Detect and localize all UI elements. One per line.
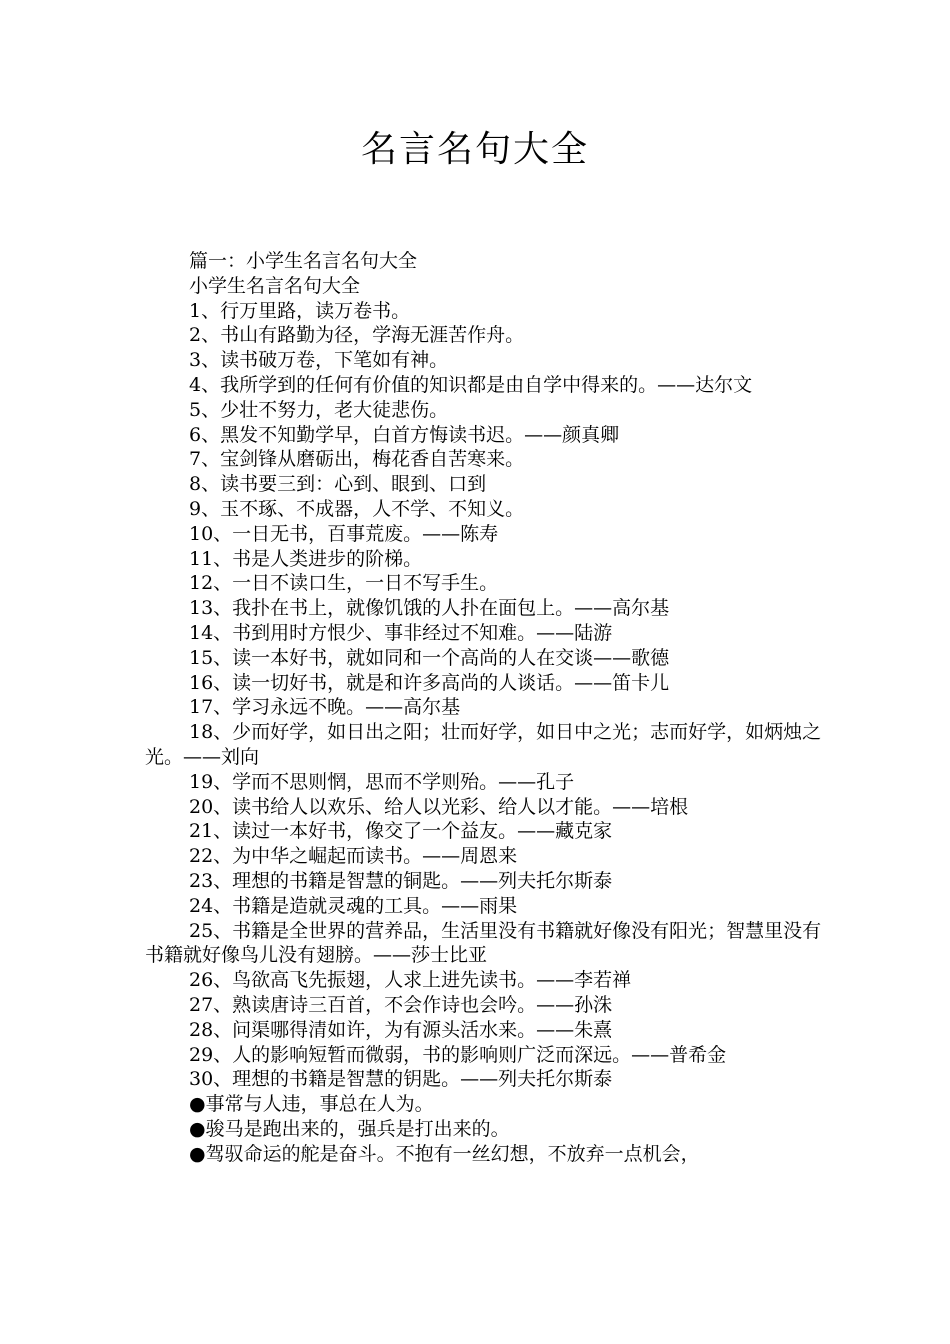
- document-title: 名言名句大全: [360, 129, 589, 170]
- quote-line: 19、学而不思则惘，思而不学则殆。——孔子: [189, 770, 575, 793]
- quote-line: 篇一：小学生名言名句大全: [189, 250, 418, 272]
- quote-line: 5、少壮不努力，老大徒悲伤。: [189, 398, 449, 421]
- quote-line: 29、人的影响短暂而微弱，书的影响则广泛而深远。——普希金: [189, 1043, 727, 1066]
- document-body: [145, 249, 825, 1166]
- quote-line: 8、读书要三到：心到、眼到、口到: [189, 473, 487, 496]
- quote-line: 18、少而好学，如日出之阳；壮而好学，如日中之光；志而好学，如炳烛之光。——刘向: [145, 721, 822, 768]
- quote-line: 13、我扑在书上，就像饥饿的人扑在面包上。——高尔基: [189, 597, 670, 620]
- quote-line: ●驾驭命运的舵是奋斗。不抱有一丝幻想，不放弃一点机会，: [189, 1142, 700, 1165]
- quote-line: 24、书籍是造就灵魂的工具。——雨果: [189, 894, 518, 917]
- quote-line: 30、理想的书籍是智慧的钥匙。——列夫托尔斯泰: [189, 1068, 613, 1091]
- quote-line: 17、学习永远不晚。——高尔基: [189, 696, 461, 719]
- quote-line: 23、理想的书籍是智慧的铜匙。——列夫托尔斯泰: [189, 869, 613, 892]
- quote-line: 12、一日不读口生，一日不写手生。: [189, 572, 499, 595]
- quote-line: 1、行万里路，读万卷书。: [189, 299, 411, 322]
- quote-line: 4、我所学到的任何有价值的知识都是由自学中得来的。——达尔文: [189, 373, 753, 396]
- quote-line: 7、宝剑锋从磨砺出，梅花香自苦寒来。: [189, 448, 525, 471]
- quote-line: 15、读一本好书，就如同和一个高尚的人在交谈——歌德: [189, 646, 670, 669]
- quote-line: 9、玉不琢、不成器，人不学、不知义。: [189, 497, 525, 520]
- quote-line: 21、读过一本好书，像交了一个益友。——藏克家: [189, 820, 613, 843]
- quote-line: 27、熟读唐诗三百首，不会作诗也会吟。——孙洙: [189, 993, 613, 1016]
- quote-line: 3、读书破万卷，下笔如有神。: [189, 349, 449, 372]
- quote-line: 20、读书给人以欢乐、给人以光彩、给人以才能。——培根: [189, 795, 689, 818]
- quote-line: 6、黑发不知勤学早，白首方悔读书迟。——颜真卿: [189, 423, 620, 446]
- quote-line: 16、读一切好书，就是和许多高尚的人谈话。——笛卡儿: [189, 671, 670, 694]
- quote-line: 11、书是人类进步的阶梯。: [189, 547, 423, 570]
- quote-line: ●事常与人违，事总在人为。: [189, 1093, 434, 1116]
- quote-line: 14、书到用时方恨少、事非经过不知难。——陆游: [189, 621, 613, 644]
- quote-line: 25、书籍是全世界的营养品，生活里没有书籍就好像没有阳光；智慧里没有书籍就好像鸟儿没有翅膀。——莎士比亚: [145, 919, 822, 967]
- quote-line: 2、书山有路勤为径，学海无涯苦作舟。: [189, 324, 525, 347]
- quote-line: 10、一日无书，百事荒废。——陈寿: [189, 522, 499, 545]
- quote-line: ●骏马是跑出来的，强兵是打出来的。: [189, 1117, 510, 1140]
- quote-line: 26、鸟欲高飞先振翅，人求上进先读书。——李若禅: [189, 969, 632, 992]
- quote-line: 28、问渠哪得清如许，为有源头活水来。——朱熹: [189, 1018, 613, 1041]
- quote-line: 22、为中华之崛起而读书。——周恩来: [189, 845, 518, 868]
- quote-line: 小学生名言名句大全: [189, 274, 361, 297]
